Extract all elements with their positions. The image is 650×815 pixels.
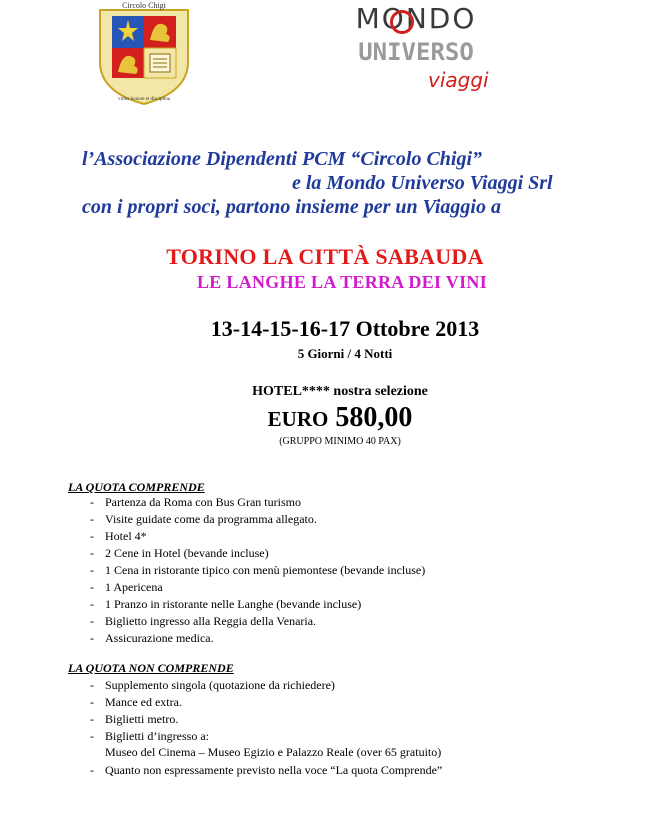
trip-subtitle: LE LANGHE LA TERRA DEI VINI (196, 272, 488, 292)
excluded-heading: LA QUOTA NON COMPRENDE (68, 661, 234, 675)
list-item: - Mance ed extra. (90, 695, 182, 709)
intro-line-1: l’Associazione Dipendenti PCM “Circolo Chigi” (82, 148, 483, 170)
trip-title: TORINO LA CITTÀ SABAUDA (166, 244, 484, 269)
hotel-info: HOTEL**** nostra selezione (252, 384, 428, 399)
list-item: - Visite guidate come da programma allegato. (90, 512, 317, 526)
list-item: - 1 Pranzo in ristorante nelle Langhe (bevande incluse) (90, 597, 362, 611)
logo-universo-text: UNIVERSO (358, 38, 474, 66)
excluded-list-end (90, 762, 442, 779)
list-item: - Biglietti metro. (90, 712, 179, 726)
logo-mondo-text: MONDO (355, 2, 477, 35)
list-item: - Biglietto ingresso alla Reggia della Venaria. (90, 614, 317, 628)
included-list (90, 494, 425, 647)
included-heading: LA QUOTA COMPRENDE (68, 480, 205, 494)
list-item: - 1 Apericena (90, 580, 163, 594)
excluded-list (90, 677, 335, 745)
trip-duration: 5 Giorni / 4 Notti (297, 346, 393, 361)
price-currency: EURO (267, 407, 329, 431)
intro-line-3: con i propri soci, partono insieme per un Viaggio a (82, 196, 501, 218)
price (0, 402, 650, 434)
list-item: - Hotel 4* (90, 529, 147, 543)
crest-top-text: Circolo Chigi (122, 1, 166, 10)
mondo-universo-logo (336, 2, 496, 102)
circolo-chigi-crest (96, 0, 192, 108)
list-item: - Quanto non espressamente previsto nella voce “La quota Comprende” (90, 763, 443, 777)
trip-dates: 13-14-15-16-17 Ottobre 2013 (210, 316, 480, 341)
logo-viaggi-text: viaggi (428, 68, 489, 92)
scroll-icon (150, 54, 170, 72)
list-item: - Supplemento singola (quotazione da richiedere) (90, 678, 335, 692)
price-amount: 580,00 (335, 402, 413, 433)
list-item: - 1 Cena in ristorante tipico con menù piemontese (bevande incluse) (90, 563, 426, 577)
list-item: - Assicurazione medica. (90, 631, 214, 645)
list-item: - Biglietti d’ingresso a: (90, 729, 209, 743)
list-item-continuation: Museo del Cinema – Museo Egizio e Palazzo Reale (over 65 gratuito) (105, 745, 442, 759)
group-note: (GRUPPO MINIMO 40 PAX) (279, 436, 401, 447)
logo-red-o-icon (390, 10, 414, 34)
crest-motto: virtus honore et disciplina (117, 97, 171, 102)
intro-line-2: e la Mondo Universo Viaggi Srl (292, 172, 553, 194)
list-item: - Partenza da Roma con Bus Gran turismo (90, 495, 301, 509)
list-item: - 2 Cene in Hotel (bevande incluse) (90, 546, 269, 560)
